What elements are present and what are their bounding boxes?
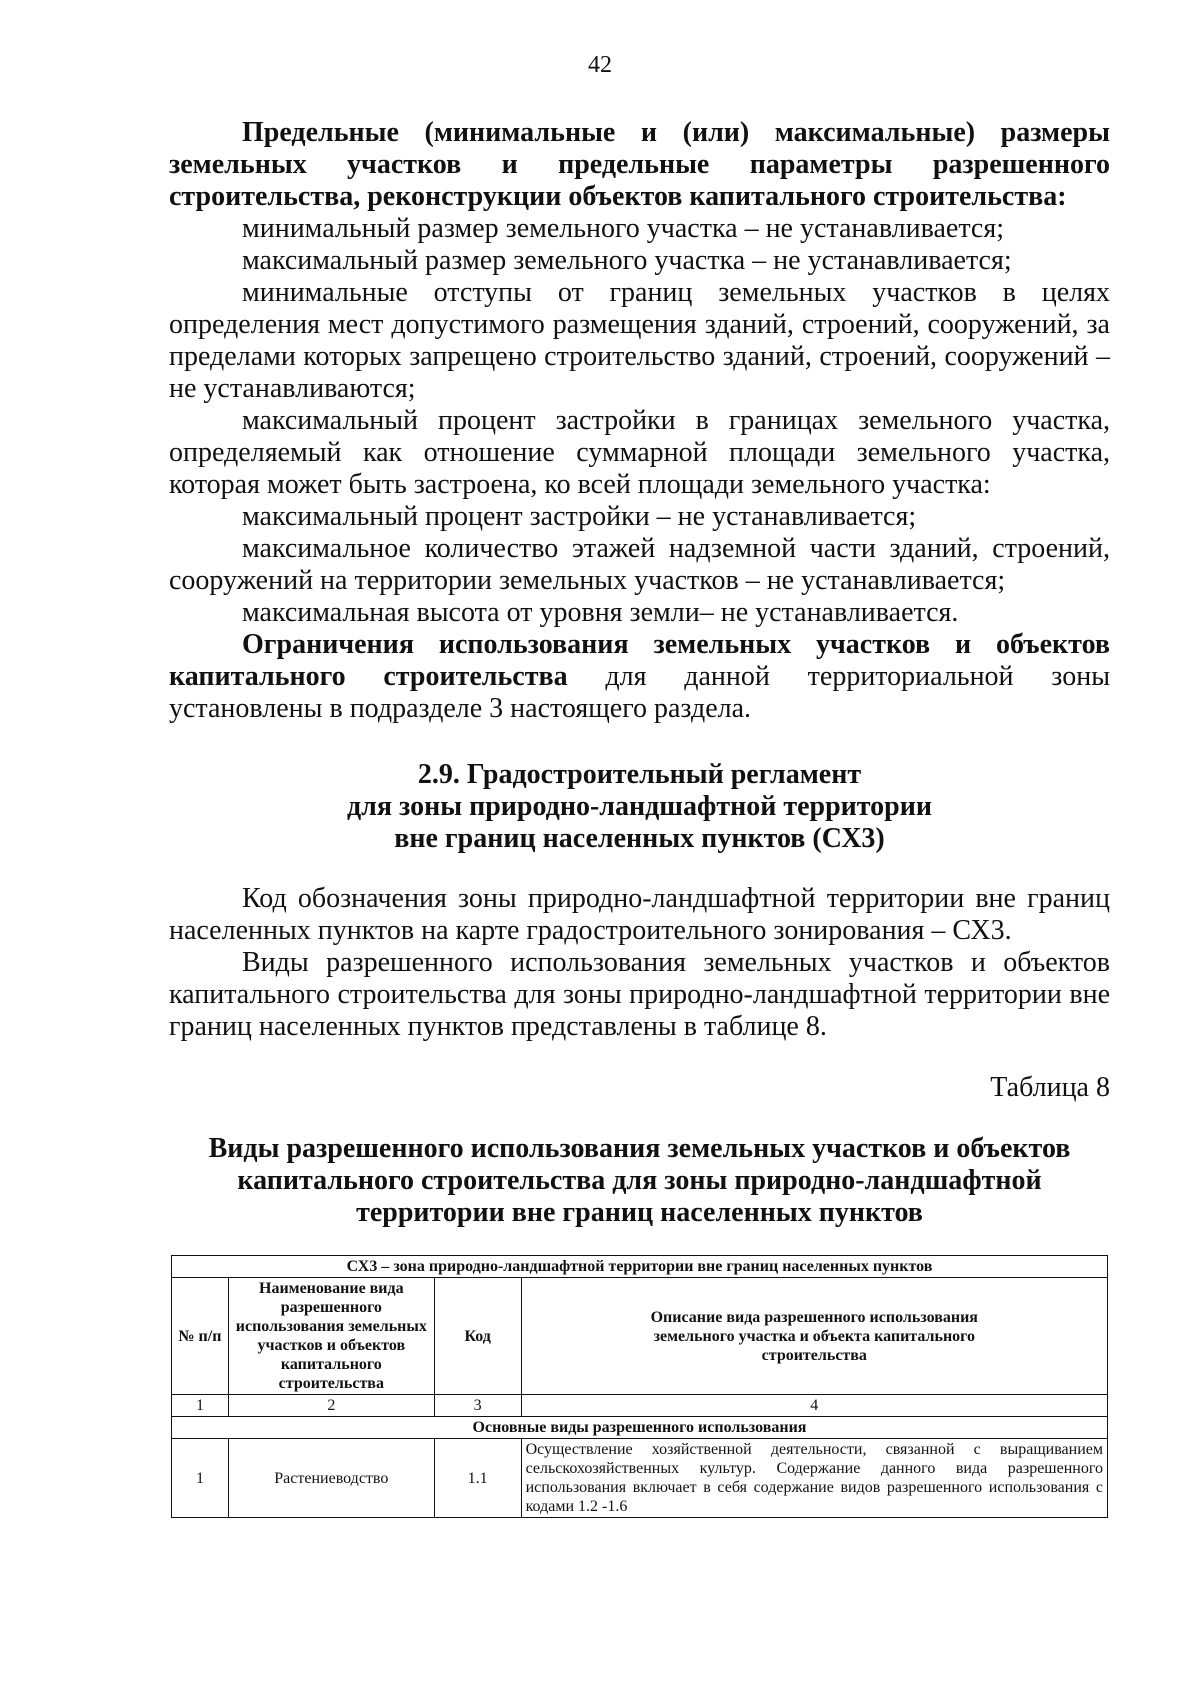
page-number: 42 [588,52,612,78]
paragraph: максимальная высота от уровня земли– не устанавливается. [242,597,959,628]
paragraph: Виды разрешенного использования земельных участков и объектов капитального строительства для зоны природно-ландшафтной территории вне границ населенных пунктов представлены в таблице 8. [169,947,1110,1042]
column-number: 1 [172,1395,229,1417]
uses-table [171,1255,1108,1518]
paragraph: минимальный размер земельного участка – не устанавливается; [242,213,1005,244]
row-num: 1 [172,1439,229,1518]
paragraph: Код обозначения зоны природно-ландшафтной территории вне границ населенных пунктов на карте градостроительного зонирования – СХ3. [169,883,1110,946]
table-label: Таблица 8 [990,1072,1110,1103]
paragraph: максимальный процент застройки в границах земельного участка, определяемый как отношение суммарной площади земельного участка, которая может быть застроена, ко всей площади земельного участка: [169,405,1110,500]
regulations-text [169,117,1110,725]
table-title-line: Виды разрешенного использования земельных участков и объектов [208,1133,1071,1164]
group-row [172,1417,1108,1439]
column-number: 2 [228,1395,434,1417]
restrictions-bold: Ограничения использования земельных участков и объектов капитального строительства [169,629,1110,692]
zone-description [169,883,1110,1043]
column-number: 4 [521,1395,1107,1417]
table-row [172,1439,1108,1518]
section-title [169,759,1110,855]
row-desc: Осуществление хозяйственной деятельности, связанной с выращиванием сельскохозяйственных культур. Содержание данного вида разрешенного использования включает в себя содержание видов разрешенного использования с кодами 1.2 -1.6 [521,1439,1107,1518]
header-desc: Описание вида разрешенного использования земельного участка и объекта капитального строительства [521,1278,1107,1395]
paragraph: максимальный процент застройки – не устанавливается; [242,501,917,532]
limits-heading: Предельные (минимальные и (или) максимальные) размеры земельных участков и предельные параметры разрешенного строительства, реконструкции объектов капитального строительства: [169,117,1110,212]
header-code: Код [434,1278,521,1395]
section-title-line: для зоны природно-ландшафтной территории [346,791,933,822]
section-title-line: 2.9. Градостроительный регламент [417,759,862,790]
table-zone-row [172,1256,1108,1278]
group-header: Основные виды разрешенного использования [172,1417,1108,1439]
paragraph: минимальные отступы от границ земельных участков в целях определения мест допустимого размещения зданий, строений, сооружений, за пределами которых запрещено строительство зданий, строений, сооружений – не устанавливаются; [169,277,1110,404]
table-header-row [172,1278,1108,1395]
column-number-row [172,1395,1108,1417]
table-title-line: капитального строительства для зоны природно-ландшафтной [237,1165,1042,1196]
section-title-line: вне границ населенных пунктов (СХ3) [394,823,885,854]
table-title [169,1133,1110,1229]
header-num: № п/п [172,1278,229,1395]
row-name: Растениеводство [228,1439,434,1518]
paragraph: максимальное количество этажей надземной части зданий, строений, сооружений на территории земельных участков – не устанавливается; [169,533,1110,596]
paragraph: максимальный размер земельного участка – не устанавливается; [242,245,1012,276]
column-number: 3 [434,1395,521,1417]
zone-header: СХ3 – зона природно-ландшафтной территории вне границ населенных пунктов [172,1256,1108,1278]
restrictions-rest: для данной территориальной зоны установлены в подразделе 3 настоящего раздела. [169,661,1111,724]
row-code: 1.1 [434,1439,521,1518]
table-title-line: территории вне границ населенных пунктов [356,1197,923,1228]
restrictions-paragraph [169,629,1110,725]
header-name: Наименование вида разрешенного использования земельных участков и объектов капитального строительства [228,1278,434,1395]
